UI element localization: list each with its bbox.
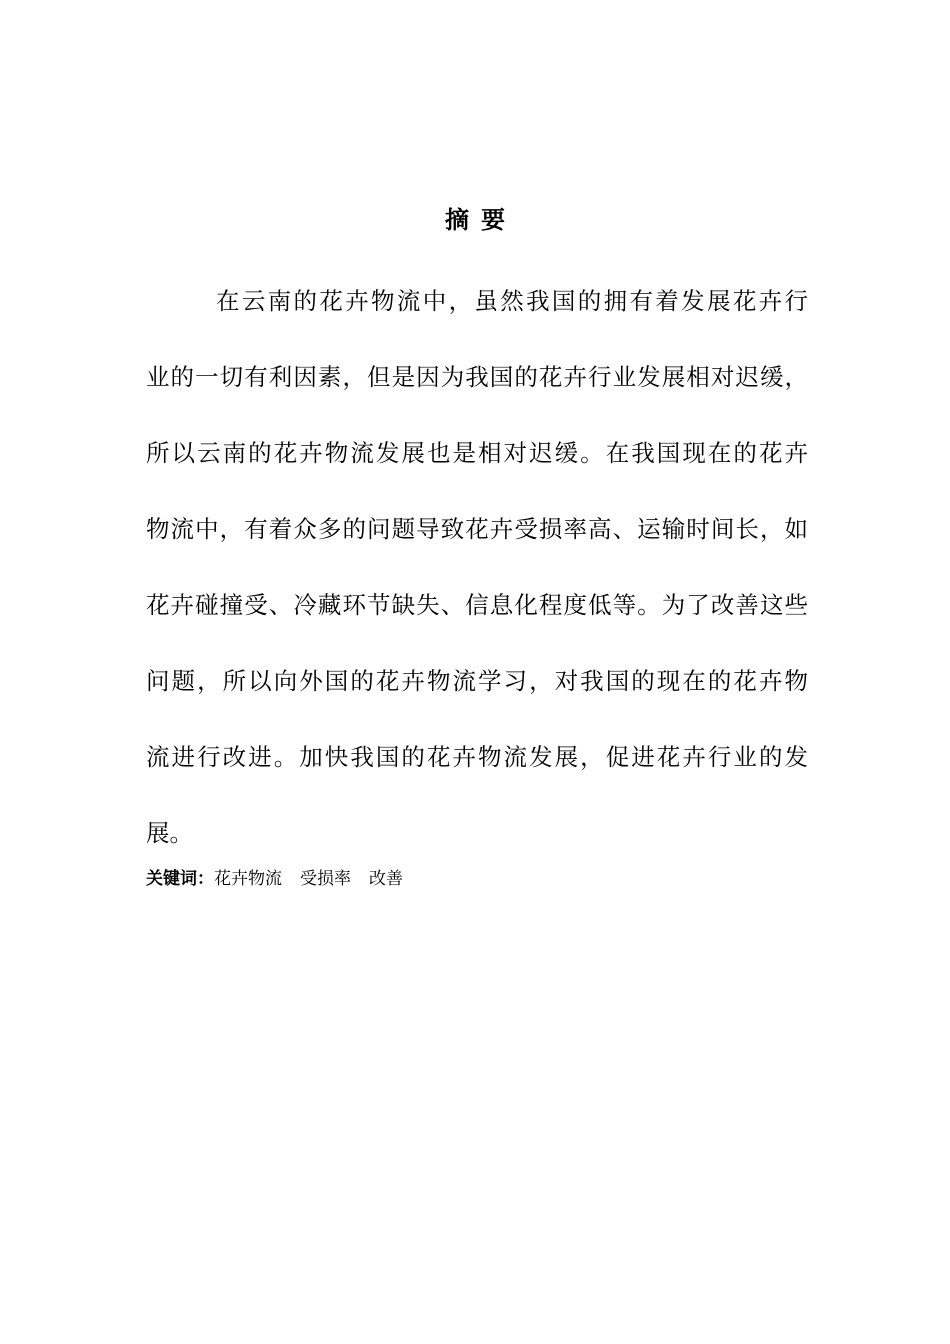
paragraph-line: 问题，所以向外国的花卉物流学习，对我国的现在的花卉物 — [146, 667, 808, 695]
abstract-title — [0, 202, 950, 238]
abstract-title-char-1: 摘 — [445, 206, 469, 234]
paragraph-line: 在云南的花卉物流中，虽然我国的拥有着发展花卉行 — [216, 287, 808, 315]
keywords-label: 关键词： — [146, 869, 214, 889]
paragraph-line: 花卉碰撞受、冷藏环节缺失、信息化程度低等。为了改善这些 — [146, 591, 808, 619]
abstract-title-char-2: 要 — [481, 206, 505, 234]
keyword-item: 改善 — [369, 869, 403, 889]
paragraph-line: 物流中，有着众多的问题导致花卉受损率高、运输时间长，如 — [146, 515, 808, 543]
paragraph-line: 业的一切有利因素，但是因为我国的花卉行业发展相对迟缓， — [146, 363, 808, 391]
paragraph-line: 所以云南的花卉物流发展也是相对迟缓。在我国现在的花卉 — [146, 439, 808, 467]
abstract-paragraph — [146, 263, 808, 871]
paragraph-line: 流进行改进。加快我国的花卉物流发展，促进花卉行业的发 — [146, 743, 808, 771]
keywords-line — [146, 865, 421, 893]
keyword-item: 受损率 — [300, 869, 351, 889]
paragraph-line: 展。 — [146, 819, 193, 847]
keyword-item: 花卉物流 — [214, 869, 282, 889]
